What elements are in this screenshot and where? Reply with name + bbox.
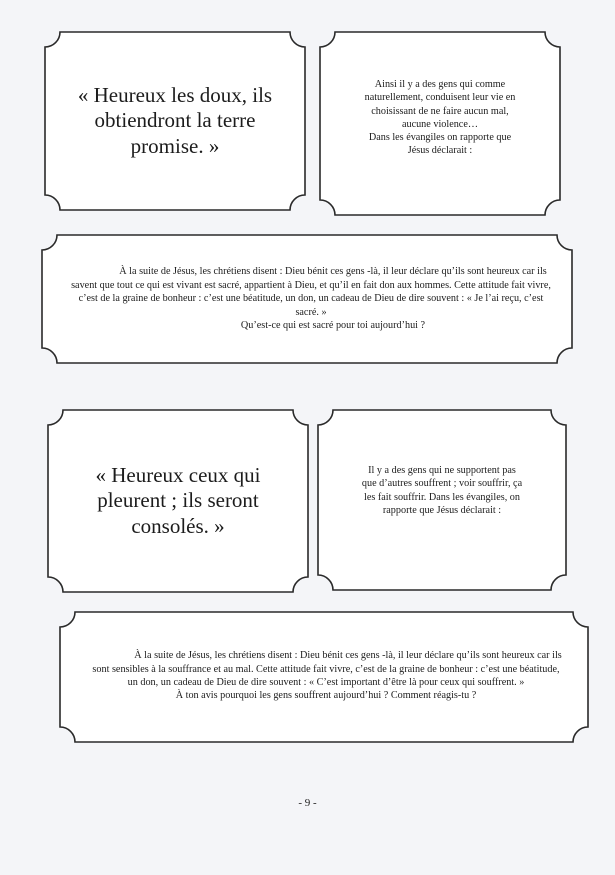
intro-text-2: [336, 464, 548, 517]
beatitude-title-1: « Heureux les doux, ils obtiendront la terre promise. »: [77, 82, 273, 158]
beatitude-title-2: « Heureux ceux qui pleurent ; ils seront consolés. »: [95, 462, 261, 538]
body-frame-1: [42, 235, 572, 363]
title-frame-1: [45, 32, 305, 210]
body-text-1: [68, 247, 554, 351]
intro-line: rapporte que Jésus déclarait :: [382, 504, 502, 516]
intro-line: Dans les évangiles on rapporte que: [368, 132, 512, 143]
intro-line: Il y a des gens qui ne supportent pas: [368, 465, 516, 476]
body-paragraph-2: À la suite de Jésus, les chrétiens disent : Dieu bénit ces gens -là, il leur déclare qu’ils sont heureux car ils sont sensibles à la souffrance et au mal. Cette attitude fait vivre, c’est de la graine de bonheur : c’est une béatitude, un don, un cadeau de Dieu de dire souvent : « C’est important d’être là pour ceux qui souffrent. »: [92, 650, 562, 688]
intro-line: Jésus déclarait :: [407, 145, 473, 157]
page-number: - 9 -: [298, 797, 317, 809]
body-paragraph-1: À la suite de Jésus, les chrétiens disent : Dieu bénit ces gens -là, il leur déclare qu’ils sont heureux car ils savent que tout ce qui est vivant est sacré, appartient à Dieu, et qu’il en fait don aux hommes. Cette attitude fait vivre, c’est de la graine de bonheur : c’est une béatitude, un don, un cadeau de Dieu de dire souvent : « Je l’ai reçu, c’est sacré. »: [71, 266, 551, 318]
intro-line: naturellement, conduisent leur vie en: [364, 92, 516, 104]
intro-line: aucune violence…: [401, 118, 479, 130]
intro-frame-2: [318, 410, 566, 590]
question-1: Qu’est-ce qui est sacré pour toi aujourd’hui ?: [240, 320, 426, 332]
intro-text-1: [338, 78, 542, 158]
intro-line: les fait souffrir. Dans les évangiles, on: [364, 491, 520, 503]
body-text-2: [88, 626, 564, 726]
question-2: À ton avis pourquoi les gens souffrent aujourd’hui ? Comment réagis-tu ?: [175, 690, 477, 702]
title-frame-2: [48, 410, 308, 592]
body-frame-2: [60, 612, 588, 742]
intro-line: que d’autres souffrent ; voir souffrir, ça: [361, 478, 523, 490]
intro-frame-1: [320, 32, 560, 215]
intro-line: choisissant de ne faire aucun mal,: [371, 105, 509, 117]
intro-line: Ainsi il y a des gens qui comme: [374, 79, 506, 90]
